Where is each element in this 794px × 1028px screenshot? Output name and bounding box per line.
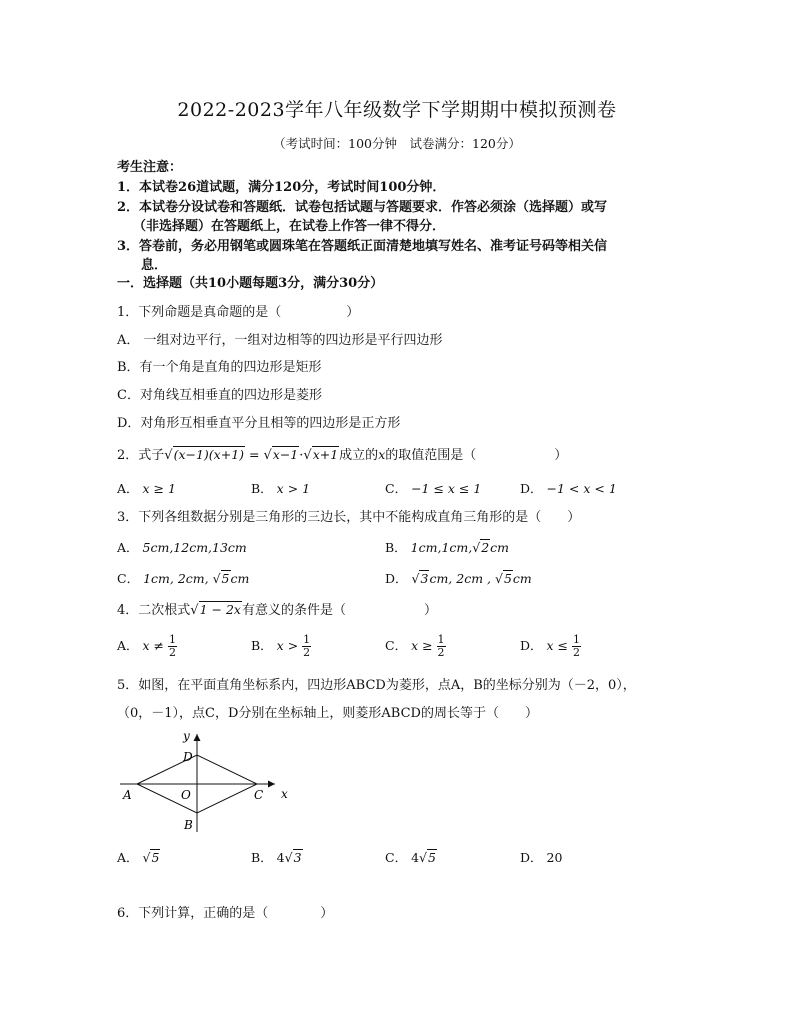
radicand: 2 [481,540,490,555]
question-3-stem: 3．下列各组数据分别是三角形的三边长，其中不能构成直角三角形的是（ ） [117,510,581,525]
q2-dot: · [299,448,304,463]
radicand: 5 [151,850,160,865]
radical-sign-icon: √ [472,540,481,555]
notice-item-3b: 息． [141,258,168,273]
option-symbol: x ≥ [411,638,437,653]
fraction-one-half [302,634,311,659]
numerator: 1 [303,633,311,646]
q2-suffix: 成立的 [339,448,379,463]
option-label: B． [251,638,273,653]
radicand: 3 [420,571,429,586]
page-title: 2022-2023学年八年级数学下学期期中模拟预测卷 [177,99,617,121]
option-value: 20 [546,850,563,865]
radicand: 5 [221,571,230,586]
q2-equals: = [245,447,264,462]
denominator: 2 [169,646,176,659]
q2-suffix2: 的取值范围是（ ） [385,448,568,463]
option-label: A． [117,481,139,496]
option-value: 5cm,12cm,13cm [142,540,247,555]
q2-expr-left: (x−1)(x+1) [173,447,245,462]
notice-item-3a: 3．答卷前，务必用钢笔或圆珠笔在答题纸正面清楚地填写姓名、准考证号码等相关信 [117,239,608,254]
numerator: 1 [169,633,176,646]
y-axis-label: y [183,729,190,743]
x-axis-label: x [281,787,288,801]
q2-var: x [378,447,386,462]
option-symbol: x ≤ [546,638,572,653]
option-label: C． [385,481,408,496]
section-heading: 一．选择题（共10小题每题3分，满分30分） [117,276,384,291]
numerator: 1 [437,633,445,646]
fraction-one-half [168,634,177,659]
denominator: 2 [437,646,445,659]
question-2-option-d [520,479,617,499]
radical-sign-icon: √ [411,571,420,586]
question-3-option-d [385,569,532,589]
question-6-stem: 6．下列计算，正确的是（ ） [117,906,334,921]
notice-heading: 考生注意： [117,160,183,175]
unit: cm [230,571,250,586]
option-symbol: x > [276,638,303,653]
option-label: C． [117,571,140,586]
origin-label: O [181,788,191,802]
radical-sign-icon: √ [164,448,173,463]
question-1-stem: 1．下列命题是真命题的是（ ） [117,305,360,320]
radicand: 5 [427,850,436,865]
radical-sign-icon: √ [419,850,427,865]
radical-sign-icon: √ [142,850,151,865]
q4-radicand: 1 − 2x [199,602,241,617]
option-symbol: x ≠ [142,638,168,653]
radical-sign-icon: √ [303,448,312,463]
radical-sign-icon: √ [494,571,503,586]
question-2-stem [117,445,567,466]
q4-prefix: 4．二次根式 [117,603,191,618]
question-5-stem-line-2: （0，－1），点C，D分别在坐标轴上，则菱形ABCD的周长等于（ ） [117,706,538,721]
option-value: 1cm,1cm, [410,540,473,555]
option-label: D． [520,481,543,496]
point-c-label: C [254,788,264,802]
x-axis-arrow-icon [268,781,275,788]
q2-expr-r1: x−1 [272,447,299,462]
question-5-option-a [117,848,160,868]
notice-item-1: 1．本试卷26道试题，满分120分，考试时间100分钟． [117,180,446,195]
question-2-option-c [385,479,481,499]
point-a-label: A [123,788,132,802]
option-value: x ≥ 1 [142,481,176,496]
question-3-option-b [385,538,509,558]
question-5-stem-line-1: 5．如图，在平面直角坐标系内，四边形ABCD为菱形，点A，B的坐标分别为（－2，0）， [117,678,636,693]
question-1-option-c: C．对角线互相垂直的四边形是菱形 [117,388,322,403]
q2-expr-r2: x+1 [312,447,339,462]
q2-prefix: 2．式子 [117,448,165,463]
question-2-option-b [251,479,310,499]
unit: cm [490,540,510,555]
radical-sign-icon: √ [190,603,199,618]
radical-sign-icon: √ [212,571,221,586]
option-label: D． [520,638,543,653]
q4-suffix: 有意义的条件是（ ） [241,603,437,618]
fraction-one-half [572,634,581,659]
question-4-option-d [520,634,581,659]
denominator: 2 [573,646,580,659]
option-label: A． [117,638,139,653]
denominator: 2 [303,646,311,659]
radicand: 3 [293,850,302,865]
option-label: D． [385,571,408,586]
question-5-option-b [251,848,303,868]
option-label: C． [385,638,408,653]
option-value: 1cm, 2cm, [143,571,213,586]
option-value: x > 1 [276,481,311,496]
exam-info: （考试时间：100分钟 试卷满分：120分） [273,136,521,151]
option-label: B． [251,481,273,496]
question-1-option-b: B．有一个角是直角的四边形是矩形 [117,360,322,375]
option-label: D． [520,850,543,865]
point-b-label: B [184,818,193,832]
option-label: B． [251,850,273,865]
notice-item-2b: （非选择题）在答题纸上，在试卷上作答一律不得分． [133,219,446,234]
numerator: 1 [573,633,580,646]
question-5-option-c [385,848,437,868]
radical-sign-icon: √ [284,850,293,865]
question-3-option-a [117,538,247,558]
question-5-option-d [520,848,562,868]
option-label: B． [385,540,407,555]
notice-item-2a: 2．本试卷分设试卷和答题纸．试卷包括试题与答题要求．作答必须涂（选择题）或写 [117,200,608,215]
question-4-option-a [117,634,177,659]
option-label: A． [117,540,139,555]
option-label: C． [385,850,408,865]
question-3-option-c [117,569,249,589]
option-label: A． [117,850,139,865]
coefficient: 4 [411,850,420,865]
radical-sign-icon: √ [263,448,272,463]
unit: cm [512,571,532,586]
question-2-option-a [117,479,176,499]
question-1-option-a: A． 一组对边平行，一组对边相等的四边形是平行四边形 [117,333,443,348]
rhombus-coordinate-figure [115,728,295,838]
y-axis-arrow-icon [194,734,201,741]
point-d-label: D [183,750,193,764]
question-4-option-b [251,634,311,659]
radicand: 5 [503,571,512,586]
question-4-stem [117,600,437,621]
fraction-one-half [437,634,446,659]
option-value: cm, 2cm , [429,571,495,586]
question-4-option-c [385,634,446,659]
coefficient: 4 [276,850,285,865]
question-1-option-d: D．对角形互相垂直平分且相等的四边形是正方形 [117,416,401,431]
option-value: −1 ≤ x ≤ 1 [411,481,482,496]
option-value: −1 < x < 1 [546,481,617,496]
